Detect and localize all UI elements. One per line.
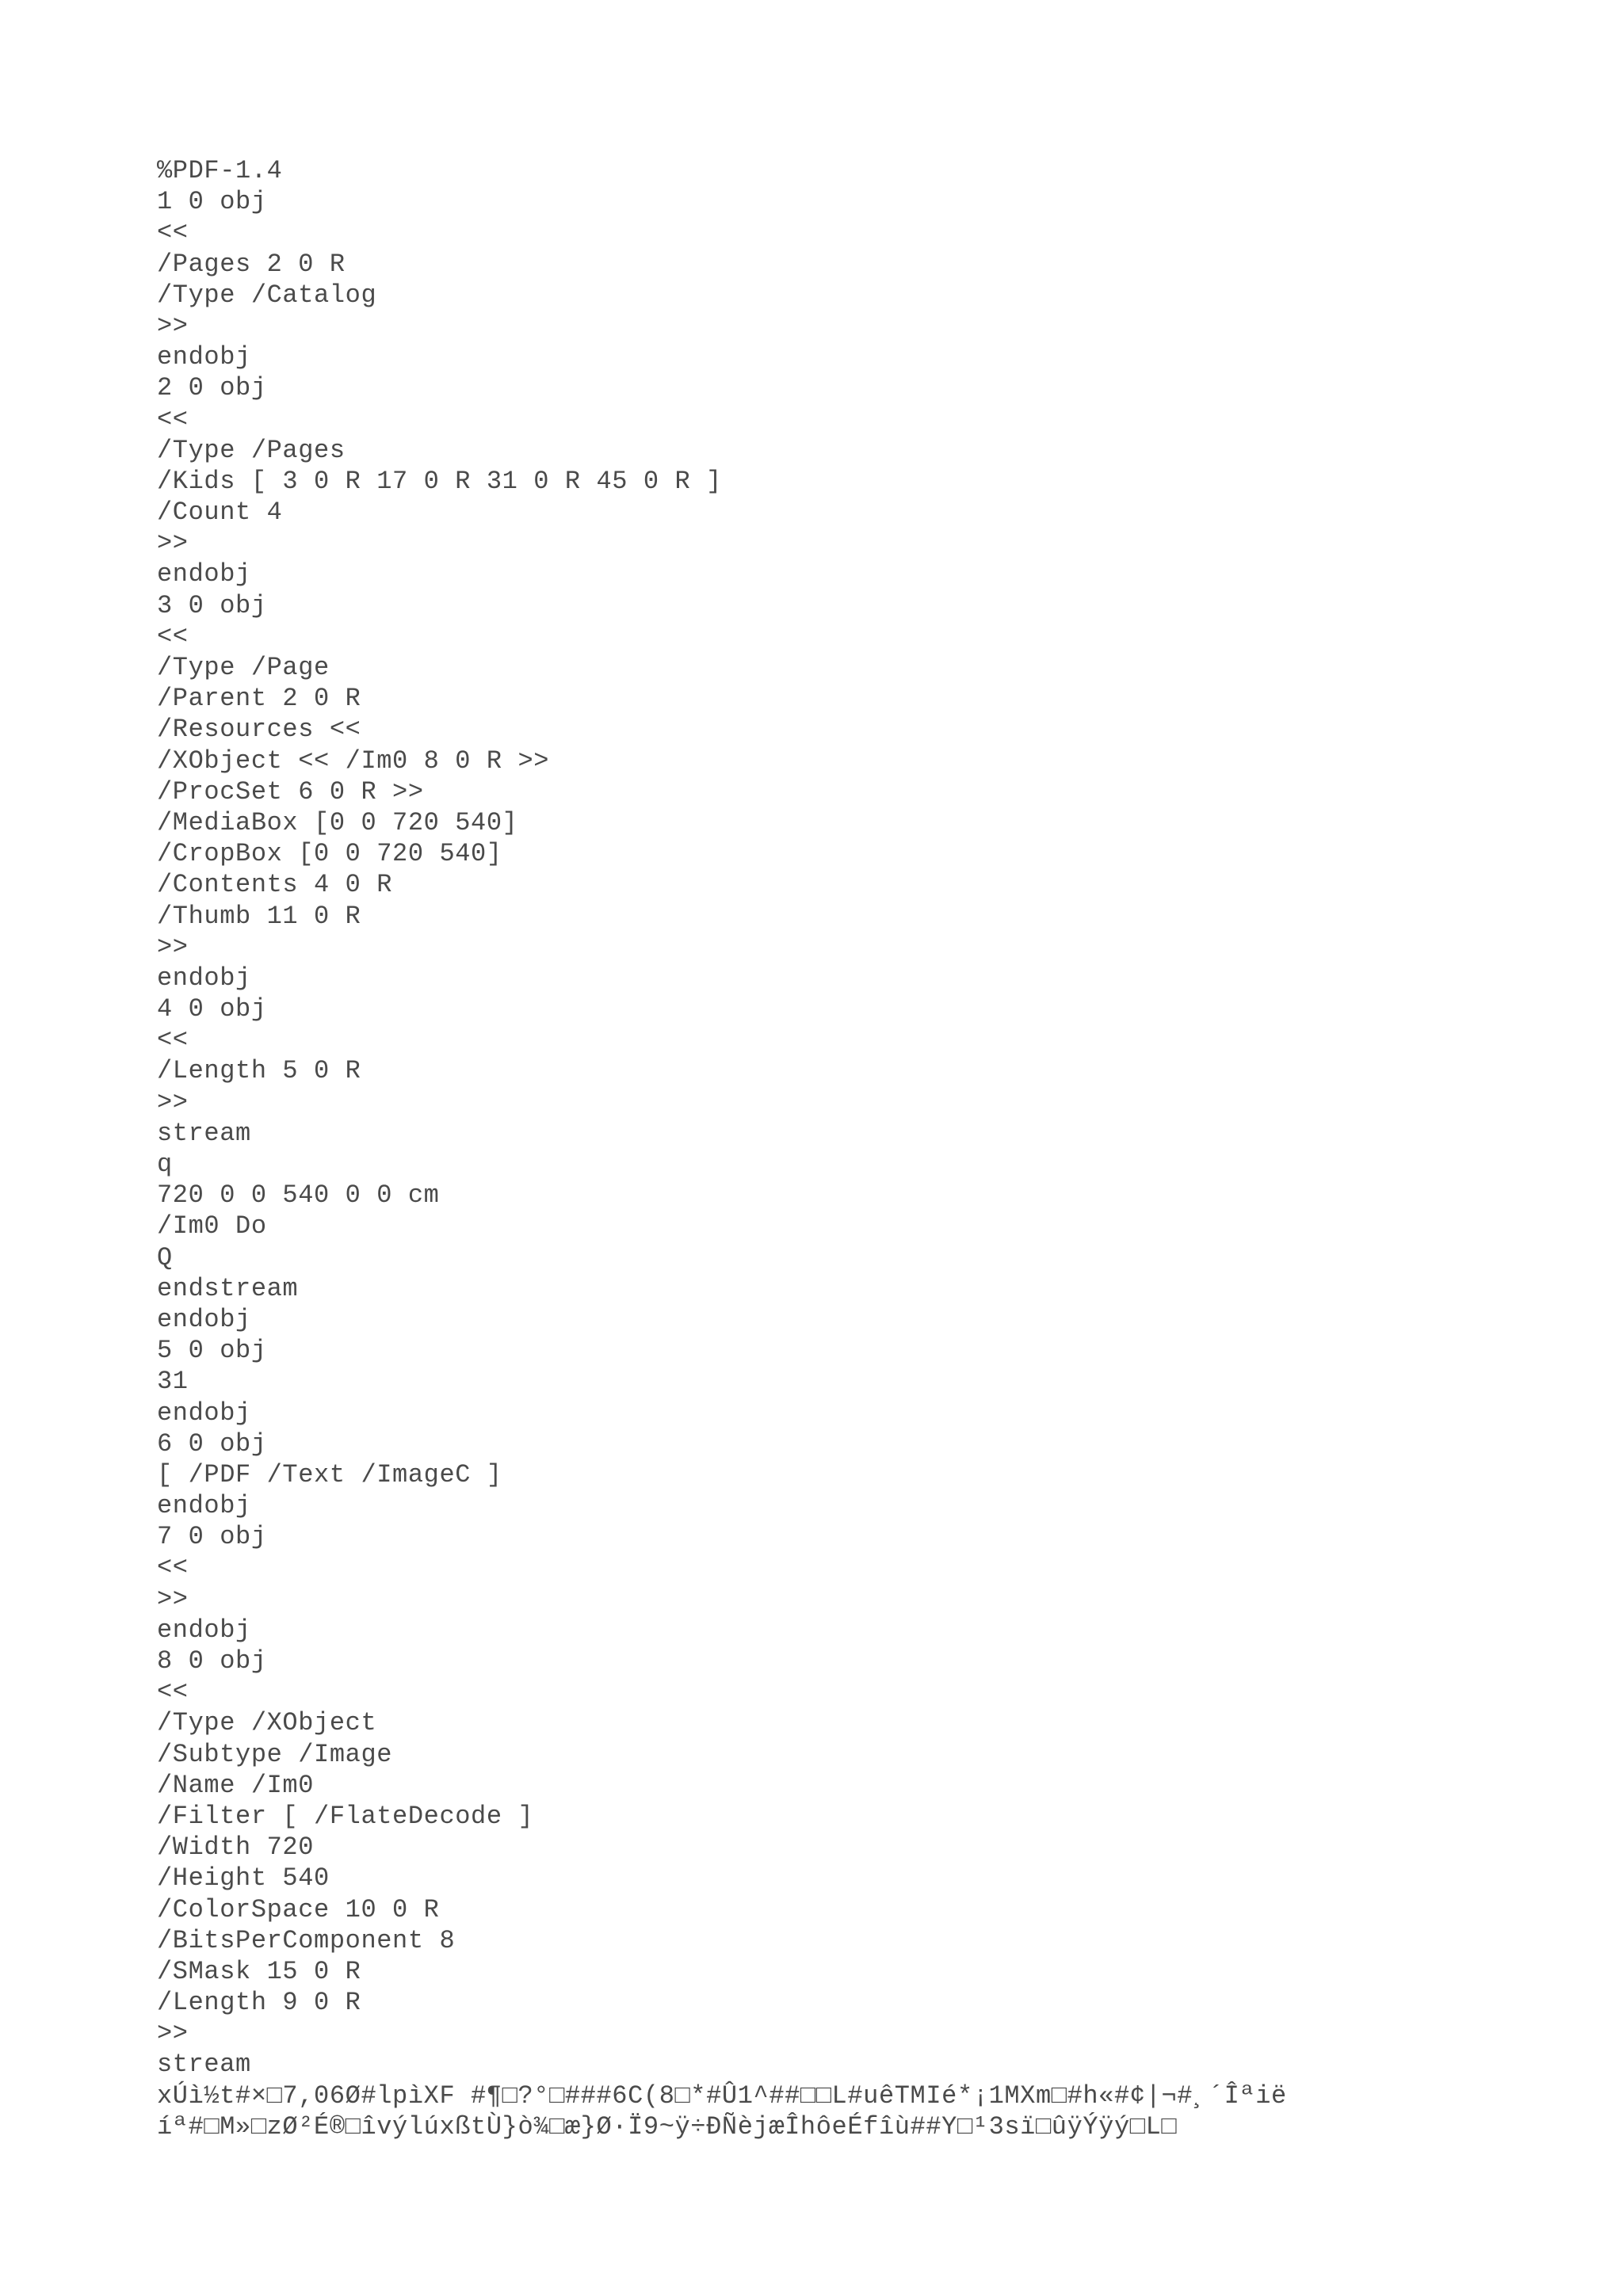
text-line: >> (157, 1087, 189, 1117)
text-line: stream (157, 2050, 251, 2080)
text-line: /Filter [ /FlateDecode ] (157, 1801, 534, 1831)
text-line: /SMask 15 0 R (157, 1956, 361, 1986)
text-line: /Thumb 11 0 R (157, 901, 361, 931)
text-line: q (157, 1150, 173, 1179)
text-line: [ /PDF /Text /ImageC ] (157, 1459, 502, 1489)
text-line: /BitsPerComponent 8 (157, 1925, 456, 1955)
text-line: << (157, 218, 189, 248)
text-line: 1 0 obj (157, 187, 267, 217)
text-line: /Length 9 0 R (157, 1988, 361, 2018)
text-line: /CropBox [0 0 720 540] (157, 839, 502, 869)
text-line: 2 0 obj (157, 373, 267, 403)
text-line: endstream (157, 1273, 299, 1303)
text-line: /MediaBox [0 0 720 540] (157, 807, 518, 837)
text-line: 7 0 obj (157, 1522, 267, 1552)
text-line: 31 (157, 1367, 189, 1397)
text-line: /Count 4 (157, 498, 283, 528)
text-line: << (157, 1553, 189, 1583)
text-line: 3 0 obj (157, 590, 267, 620)
text-line: 6 0 obj (157, 1428, 267, 1459)
text-line: %PDF-1.4 (157, 156, 283, 185)
text-line: endobj (157, 1398, 251, 1428)
text-line: << (157, 404, 189, 434)
text-line: 8 0 obj (157, 1646, 267, 1676)
text-line: xÚì½t#×□7,06Ø#lpìXF #¶□?°□###6C(8□*#Û1^##□□L#uêTMIé*¡1MXm□#h«#¢|¬#¸´Îªië (157, 2081, 1287, 2111)
text-line: /Subtype /Image (157, 1739, 393, 1769)
text-line: /Type /Catalog (157, 280, 377, 310)
text-line: >> (157, 932, 189, 962)
text-line: /Kids [ 3 0 R 17 0 R 31 0 R 45 0 R ] (157, 466, 722, 496)
text-line: /Pages 2 0 R (157, 249, 346, 279)
text-line: endobj (157, 1491, 251, 1521)
text-line: >> (157, 1584, 189, 1614)
text-line: /Type /Page (157, 653, 330, 682)
text-line: /Height 540 (157, 1863, 330, 1894)
text-line: /Length 5 0 R (157, 1056, 361, 1086)
text-line: 720 0 0 540 0 0 cm (157, 1180, 440, 1211)
text-line: /Type /Pages (157, 435, 346, 465)
text-line: 5 0 obj (157, 1336, 267, 1366)
text-line: /Type /XObject (157, 1708, 377, 1738)
text-line: << (157, 1677, 189, 1707)
text-line: endobj (157, 1615, 251, 1645)
text-line: >> (157, 311, 189, 341)
text-line: >> (157, 2019, 189, 2049)
text-line: endobj (157, 559, 251, 589)
text-line: /Resources << (157, 715, 361, 745)
text-line: << (157, 1025, 189, 1055)
text-line: stream (157, 1118, 251, 1148)
text-line: /XObject << /Im0 8 0 R >> (157, 746, 550, 776)
text-line: endobj (157, 963, 251, 993)
text-line: /ProcSet 6 0 R >> (157, 776, 424, 807)
text-line: /Name /Im0 (157, 1770, 315, 1800)
text-line: endobj (157, 1304, 251, 1334)
text-line: Q (157, 1242, 173, 1272)
text-line: /ColorSpace 10 0 R (157, 1894, 440, 1924)
text-line: /Im0 Do (157, 1211, 267, 1241)
text-line: /Width 720 (157, 1833, 315, 1863)
text-line: íª#□M»□zØ²É®□îvýlúxßtÙ}ò¾□æ}Ø·Ï9~ÿ÷ÐÑèjæÎhôeÉfîù##Y□¹3sï□ûÿÝÿý□L□ (157, 2111, 1178, 2142)
text-line: /Contents 4 0 R (157, 870, 393, 900)
pdf-source-text (157, 155, 1465, 2142)
text-line: /Parent 2 0 R (157, 684, 361, 714)
text-line: 4 0 obj (157, 994, 267, 1024)
text-line: endobj (157, 342, 251, 372)
text-line: >> (157, 528, 189, 559)
text-line: << (157, 621, 189, 651)
